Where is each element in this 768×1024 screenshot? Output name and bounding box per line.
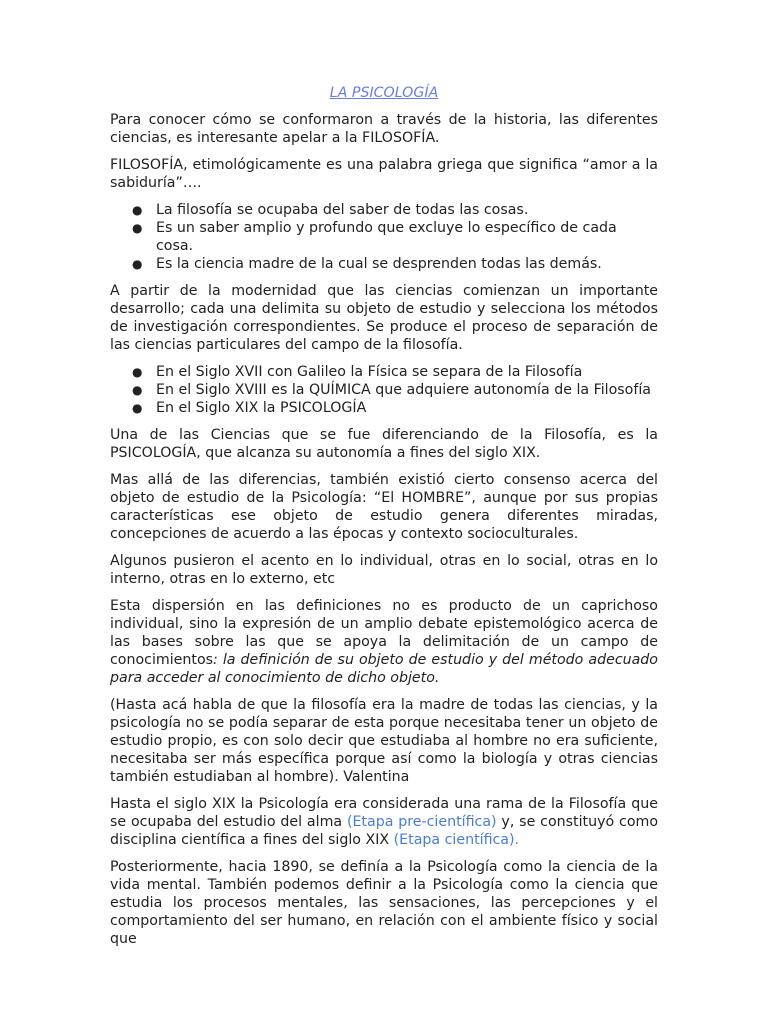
bullet-icon: ●	[132, 203, 143, 217]
paragraph-objeto-estudio: Mas allá de las diferencias, también existió cierto consenso acerca del objeto de estudio de la Psicología: “El HOMBRE”, aunque por sus propias características ese objeto de estudio genera diferentes miradas, concepciones de acuerdo a las épocas y contexto socioculturales.	[110, 472, 658, 542]
paragraph-modernidad: A partir de la modernidad que las ciencias comienzan un importante desarrollo; cada una delimita su objeto de estudio y selecciona los métodos de investigación correspondientes. Se produce el proceso de separación de las ciencias particulares del campo de la filosofía.	[110, 283, 658, 353]
list-item: ● En el Siglo XVII con Galileo la Física se separa de la Filosofía	[132, 364, 583, 380]
etapa-cientifica: (Etapa científica).	[393, 832, 520, 848]
list-item: ● Es la ciencia madre de la cual se desprenden todas las demás.	[132, 256, 602, 272]
list-filosofia	[110, 201, 658, 273]
etapa-pre-cientifica: (Etapa pre-científica)	[346, 814, 497, 830]
paragraph-filosofia: FILOSOFÍA, etimológicamente es una palabra griega que significa “amor a la sabiduría”….	[110, 157, 658, 191]
list-item: ● En el Siglo XVIII es la QUÍMICA que adquiere autonomía de la Filosofía	[132, 382, 651, 398]
list-item: ● Es un saber amplio y profundo que excluye lo específico de cada cosa.	[132, 220, 617, 254]
paragraph-dispersion: Esta dispersión en las definiciones no es producto de un caprichoso individual, sino la expresión de un amplio debate epistemológico acerca de las bases sobre las que se apoya la delimitación de un campo de conocimientos: la definición de su objeto de estudio y del método adecuado para acceder al conocimiento de dicho objeto.	[110, 598, 658, 686]
list-item: ● En el Siglo XIX la PSICOLOGÍA	[132, 400, 367, 416]
paragraph-comentario: (Hasta acá habla de que la filosofía era la madre de todas las ciencias, y la psicología no se podía separar de esta porque necesitaba tener un objeto de estudio propio, es con solo decir que estudiaba al hombre no era suficiente, necesitaba ser más específica porque así como la biología y otras ciencias también estudiaban al hombre). Valentina	[110, 697, 658, 785]
paragraph-intro: Para conocer cómo se conformaron a través de la historia, las diferentes ciencias, es interesante apelar a la FILOSOFÍA.	[110, 112, 658, 146]
document-page	[110, 84, 658, 957]
paragraph-enfoques: Algunos pusieron el acento en lo individual, otras en lo social, otras en lo interno, otras en lo externo, etc	[110, 553, 658, 587]
list-item: ● La filosofía se ocupaba del saber de todas las cosas.	[132, 202, 529, 218]
italic-definition: : la definición de su objeto de estudio y del método adecuado para acceder al conocimiento de dicho objeto.	[110, 652, 658, 686]
bullet-icon: ●	[132, 365, 143, 379]
list-siglos	[110, 363, 658, 417]
bullet-icon: ●	[132, 221, 143, 235]
bullet-icon: ●	[132, 401, 143, 415]
paragraph-definicion: Posteriormente, hacia 1890, se definía a la Psicología como la ciencia de la vida mental. También podemos definir a la Psicología como la ciencia que estudia los procesos mentales, las sensaciones, las percepciones y el comportamiento del ser humano, en relación con el ambiente físico y social que	[110, 859, 658, 947]
document-title: LA PSICOLOGÍA	[329, 85, 439, 101]
bullet-icon: ●	[132, 383, 143, 397]
paragraph-autonomia: Una de las Ciencias que se fue diferenciando de la Filosofía, es la PSICOLOGÍA, que alcanza su autonomía a fines del siglo XIX.	[110, 427, 658, 461]
paragraph-etapas: Hasta el siglo XIX la Psicología era considerada una rama de la Filosofía que se ocupaba del estudio del alma (Etapa pre-científica) y, se constituyó como disciplina científica a fines del siglo XIX (Etapa científica).	[110, 796, 658, 848]
bullet-icon: ●	[132, 257, 143, 271]
